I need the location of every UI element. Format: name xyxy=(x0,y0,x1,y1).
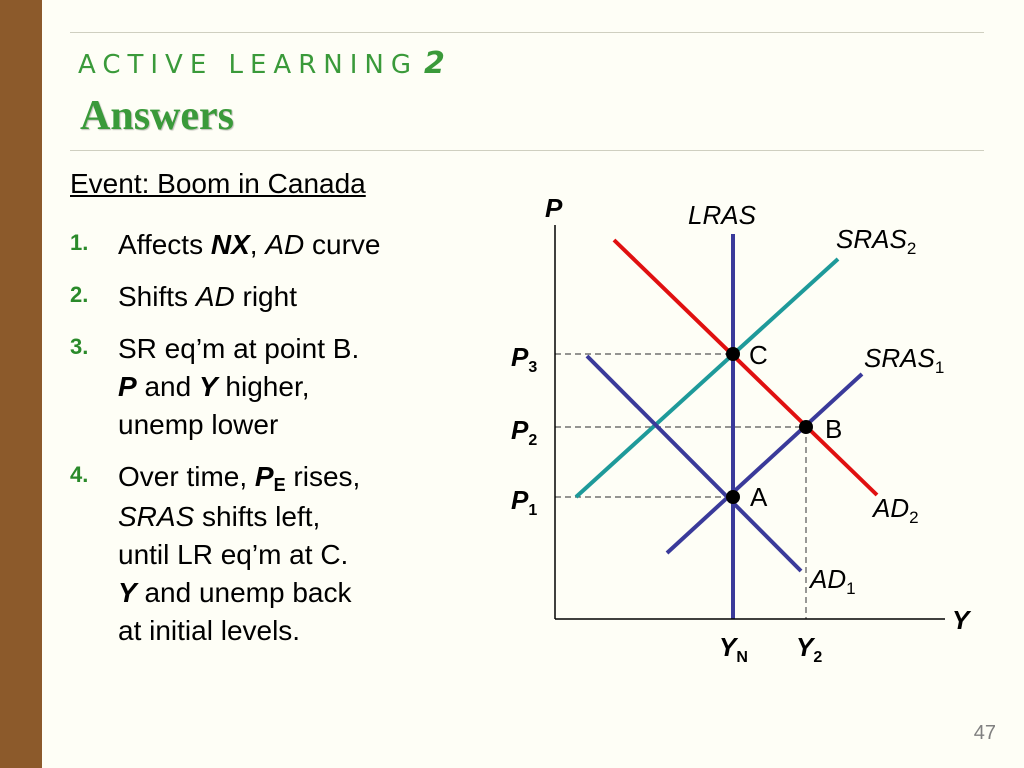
step-text: AD xyxy=(265,229,305,260)
kicker-text: ACTIVE LEARNING xyxy=(78,50,418,80)
step-text: curve xyxy=(304,229,381,260)
yn-label: $Y_N$ xyxy=(719,632,748,666)
step-number: 2. xyxy=(70,282,89,308)
sras2-label: $SRAS_2$ xyxy=(836,224,917,258)
step-text: at initial levels. xyxy=(118,615,301,647)
step-text: NX xyxy=(210,229,250,260)
point-c-marker xyxy=(726,347,740,361)
step-number: 1. xyxy=(70,230,89,255)
slide-title: Answers xyxy=(80,93,234,139)
x-axis-label: Y xyxy=(952,605,970,635)
point-c-label: C xyxy=(749,340,768,370)
step-text: unemp lower xyxy=(118,409,279,441)
step-text: shifts left, xyxy=(194,500,321,532)
point-a-marker xyxy=(726,490,740,504)
step-text: Shifts xyxy=(118,281,196,313)
step-text: higher, xyxy=(217,371,310,403)
lras-label: LRAS xyxy=(688,200,756,230)
step-text: Affects xyxy=(118,229,211,260)
step-text: AD xyxy=(195,281,235,313)
y2-label: $Y_2$ xyxy=(796,632,823,666)
ad2-curve xyxy=(614,240,877,495)
step-text: until LR eq’m at C. xyxy=(118,538,349,570)
step-number: 4. xyxy=(70,462,89,488)
step-text: and xyxy=(136,371,199,403)
kicker-number: 2 xyxy=(424,46,445,81)
ad1-label: $AD_1$ xyxy=(810,564,856,598)
point-b-label: B xyxy=(825,414,843,444)
ad2-label: $AD_2$ xyxy=(873,493,919,527)
point-b-marker xyxy=(799,420,813,434)
y-axis-label: P xyxy=(545,193,563,223)
p1-label: $P_1$ xyxy=(511,485,538,519)
slide-number: 47 xyxy=(973,722,996,744)
p3-label: $P_3$ xyxy=(511,342,538,376)
step-text: P xyxy=(254,461,274,493)
step-text: SRAS xyxy=(118,500,195,532)
step-text: SR eq’m at point B. xyxy=(118,333,360,365)
step-text: P xyxy=(118,371,137,403)
sras1-label: $SRAS_1$ xyxy=(864,343,945,377)
step-text: Over time, xyxy=(118,461,255,493)
step-text: , xyxy=(249,229,266,260)
step-text: Y xyxy=(198,371,218,403)
step-text: rises, xyxy=(285,461,361,493)
sras2-curve xyxy=(576,259,838,497)
step-text: and unemp back xyxy=(136,577,352,609)
p2-label: $P_2$ xyxy=(511,415,538,449)
step-text: Y xyxy=(118,577,137,609)
point-a-label: A xyxy=(750,482,768,512)
step-text: right xyxy=(234,281,297,313)
event-heading: Event: Boom in Canada xyxy=(70,168,366,199)
step-text: E xyxy=(273,475,286,496)
step-number: 3. xyxy=(70,334,89,360)
